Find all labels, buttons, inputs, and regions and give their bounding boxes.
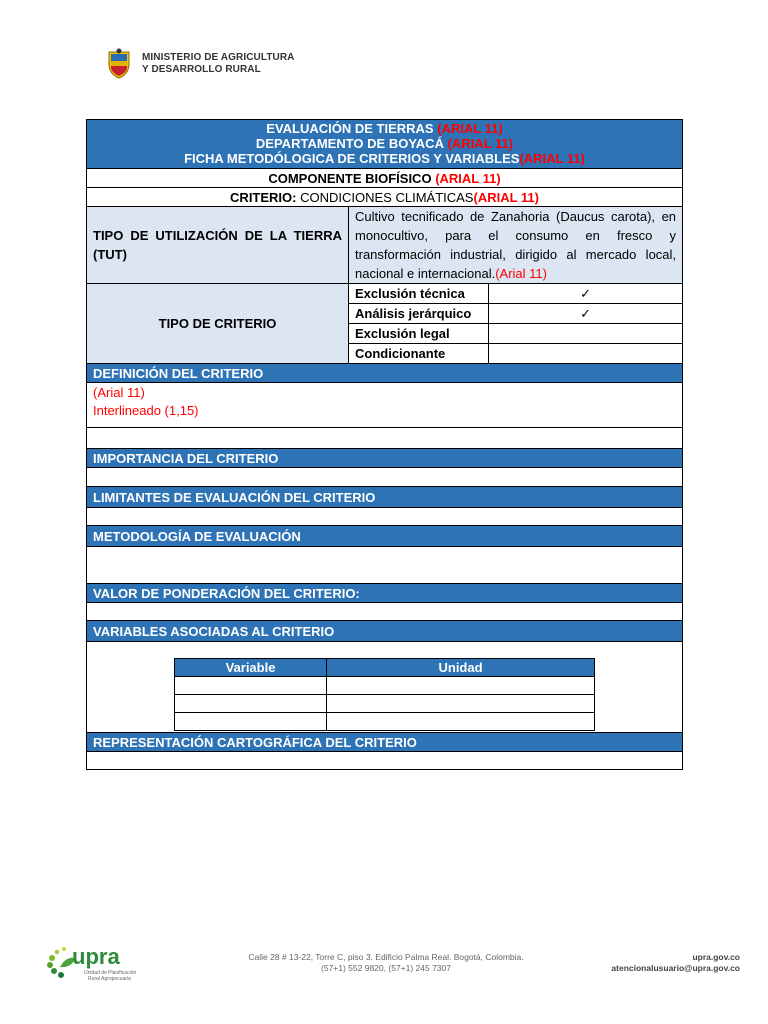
table-row [175,695,595,713]
title-line2: DEPARTAMENTO DE BOYACÁ (ARIAL 11) [255,136,514,151]
ministry-line2: Y DESARROLLO RURAL [142,64,261,75]
section-limitantes: LIMITANTES DE EVALUACIÓN DEL CRITERIO [87,487,683,508]
phone-line: (57+1) 552 9820, (57+1) 245 7307 [321,963,451,973]
format-note: (ARIAL 11) [519,151,585,166]
metodologia-body [87,547,683,584]
tut-label: TIPO DE UTILIZACIÓN DE LA TIERRA (TUT) [87,207,349,284]
ministry-logo [106,46,306,82]
section-representacion: REPRESENTACIÓN CARTOGRÁFICA DEL CRITERIO [87,733,683,752]
col-variable: Variable [175,659,327,677]
ministry-name [142,52,295,76]
section-definicion: DEFINICIÓN DEL CRITERIO [87,364,683,383]
col-unidad: Unidad [327,659,595,677]
variables-table [174,658,595,731]
representacion-body [87,752,683,770]
email-link[interactable]: atencionalusuario@upra.gov.co [611,963,740,973]
format-note: (ARIAL 11) [473,189,539,205]
checkmark-icon: ✓ [489,284,683,304]
section-metodologia: METODOLOGÍA DE EVALUACIÓN [87,526,683,547]
svg-text:upra: upra [72,944,120,969]
criterio-label: CRITERIO: [230,189,297,205]
tipo-criterio-label: TIPO DE CRITERIO [87,284,349,364]
format-note: (Arial 11) [495,266,547,281]
option-mark-empty [489,344,683,364]
format-note: (ARIAL 11) [435,170,501,186]
tut-text: Cultivo tecnificado de Zanahoria (Daucus carota), en monocultivo, para el consumo en fresco y transformación industrial, dirigido al mercado local, nacional e internacional. [355,209,677,281]
upra-logo [42,934,152,984]
componente-label: COMPONENTE BIOFÍSICO [268,170,432,186]
footer-address [196,952,576,974]
ministry-line1: MINISTERIO DE AGRICULTURA [142,52,295,63]
definicion-body [87,383,683,428]
coat-of-arms-icon [106,48,132,80]
leaf-dots-icon [47,947,75,978]
componente-row [87,169,683,188]
option-exclusion-legal: Exclusión legal [349,324,489,344]
criterio-row [87,188,683,207]
criterio-value: CONDICIONES CLIMÁTICAS [300,189,474,205]
option-condicionante: Condicionante [349,344,489,364]
format-note: (ARIAL 11) [447,136,514,151]
criteria-sheet [86,119,683,770]
address-line: Calle 28 # 13-22, Torre C, piso 3. Edificio Palma Real. Bogotá, Colombia. [248,952,524,962]
section-variables: VARIABLES ASOCIADAS AL CRITERIO [87,621,683,642]
variables-body [87,642,683,733]
format-note: Interlineado (1,15) [93,403,199,418]
option-exclusion-tecnica: Exclusión técnica [349,284,489,304]
ponderacion-body [87,603,683,621]
section-importancia: IMPORTANCIA DEL CRITERIO [87,449,683,468]
table-row [175,677,595,695]
empty-row [87,428,683,449]
title-line3: FICHA METODÓLOGICA DE CRITERIOS Y VARIABLES(ARIAL 11) [184,151,585,166]
svg-text:Rural Agropecuaria: Rural Agropecuaria [88,976,131,982]
svg-text:Unidad de Planificación: Unidad de Planificación [84,970,137,976]
tipo-criterio-row-1 [87,284,683,304]
format-note: (ARIAL 11) [437,121,503,136]
limitantes-body [87,508,683,526]
importancia-body [87,468,683,487]
page-footer [36,930,746,990]
checkmark-icon: ✓ [489,304,683,324]
title-line1: EVALUACIÓN DE TIERRAS (ARIAL 11) [266,121,503,136]
option-analisis-jerarquico: Análisis jerárquico [349,304,489,324]
option-mark-empty [489,324,683,344]
section-ponderacion: VALOR DE PONDERACIÓN DEL CRITERIO: [87,584,683,603]
footer-contact [611,952,740,974]
format-note: (Arial 11) [93,385,145,400]
variables-table-header [175,659,595,677]
title-block [87,120,683,169]
tut-row [87,207,683,284]
tut-description [349,207,683,284]
table-row [175,713,595,731]
website-link[interactable]: upra.gov.co [692,952,740,962]
